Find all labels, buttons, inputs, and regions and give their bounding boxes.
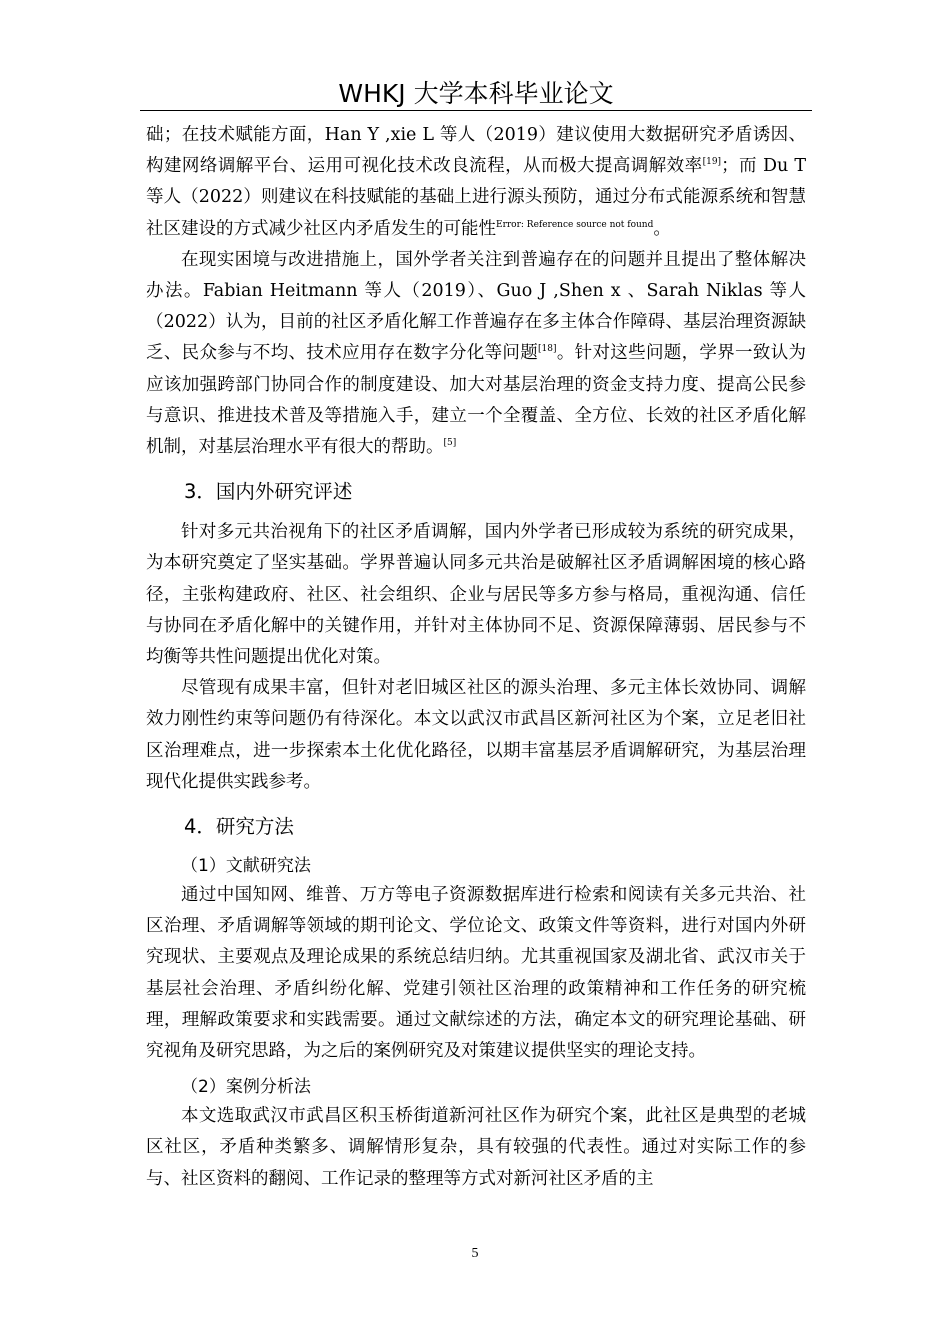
subheading-literature-method: （1）文献研究法: [181, 856, 311, 877]
paragraph-review-summary: 针对多元共治视角下的社区矛盾调解，国内外学者已形成较为系统的研究成果，为本研究奠定了坚实基础。学界普遍认同多元共治是破解社区矛盾调解困境的核心路径，主张构建政府、社区、社会组织、企业与居民等多方参与格局，重视沟通、信任与协同在矛盾化解中的关键作用，并针对主体协同不足、资源保障薄弱、居民参与不均衡等共性问题提出优化对策。: [146, 522, 806, 668]
header-divider: [140, 110, 812, 111]
running-header-title: WHKJ 大学本科毕业论文: [338, 79, 614, 108]
citation-error-ref: Error: Reference source not found: [496, 219, 654, 230]
subheading-case-method: （2）案例分析法: [181, 1077, 311, 1098]
paragraph-text: 。针对这些问题，学界一致认为应该加强跨部门协同合作的制度建设、加大对基层治理的资金支持力度、提高公民参与意识、推进技术普及等措施入手，建立一个全覆盖、全方位、长效的社区矛盾化解机制，对基层治理水平有很大的帮助。: [146, 343, 807, 458]
paragraph-text: 。: [653, 218, 671, 239]
paragraph-literature-method: 通过中国知网、维普、万方等电子资源数据库进行检索和阅读有关多元共治、社区治理、矛盾调解等领域的期刊论文、学位论文、政策文件等资料，进行对国内外研究现状、主要观点及理论成果的系统总结归纳。尤其重视国家及湖北省、武汉市关于基层社会治理、矛盾纠纷化解、党建引领社区治理的政策精神和工作任务的研究梳理，理解政策要求和实践需要。通过文献综述的方法，确定本文的研究理论基础、研究视角及研究思路，为之后的案例研究及对策建议提供坚实的理论支持。: [146, 885, 806, 1062]
paragraph-case-method: 本文选取武汉市武昌区积玉桥街道新河社区作为研究个案，此社区是典型的老城区社区，矛盾种类繁多、调解情形复杂，具有较强的代表性。通过对实际工作的参与、社区资料的翻阅、工作记录的整理等方式对新河社区矛盾的主: [146, 1106, 806, 1189]
section-heading-methods: 4．研究方法: [184, 815, 294, 839]
paragraph-text: 在现实困境与改进措施上，国外学者关注到普遍存在的问题并且提出了整体解决办法。Fabian Heitmann 等人（2019）、Guo J ,Shen x 、Sarah Niklas 等人（2022）认为，目前的社区矛盾化解工作普遍存在多主体合作障碍、基层治理资源缺乏、民众参与不均、技术应用存在数字分化等问题: [146, 249, 806, 364]
citation-ref: [5]: [443, 438, 457, 449]
citation-ref: [19]: [702, 157, 722, 168]
paragraph-tech-empowerment: [146, 120, 806, 245]
section-heading-review: 3．国内外研究评述: [184, 480, 353, 504]
citation-ref: [18]: [538, 344, 557, 355]
paragraph-text: 础；在技术赋能方面，Han Y ,xie L 等人（2019）建议使用大数据研究矛盾诱因、构建网络调解平台、运用可视化技术改良流程，从而极大提高调解效率: [146, 125, 806, 177]
paragraph-review-gap: 尽管现有成果丰富，但针对老旧城区社区的源头治理、多元主体长效协同、调解效力刚性约束等问题仍有待深化。本文以武汉市武昌区新河社区为个案，立足老旧社区治理难点，进一步探索本土化优化路径，以期丰富基层矛盾调解研究，为基层治理现代化提供实践参考。: [146, 678, 806, 792]
paragraph-text: ；而 Du T 等人（2022）则建议在科技赋能的基础上进行源头预防，通过分布式能源系统和智慧社区建设的方式减少社区内矛盾发生的可能性: [146, 156, 806, 239]
page-number: 5: [471, 1246, 479, 1261]
page-body: [146, 120, 806, 1195]
paragraph-foreign-solutions: [146, 245, 806, 463]
